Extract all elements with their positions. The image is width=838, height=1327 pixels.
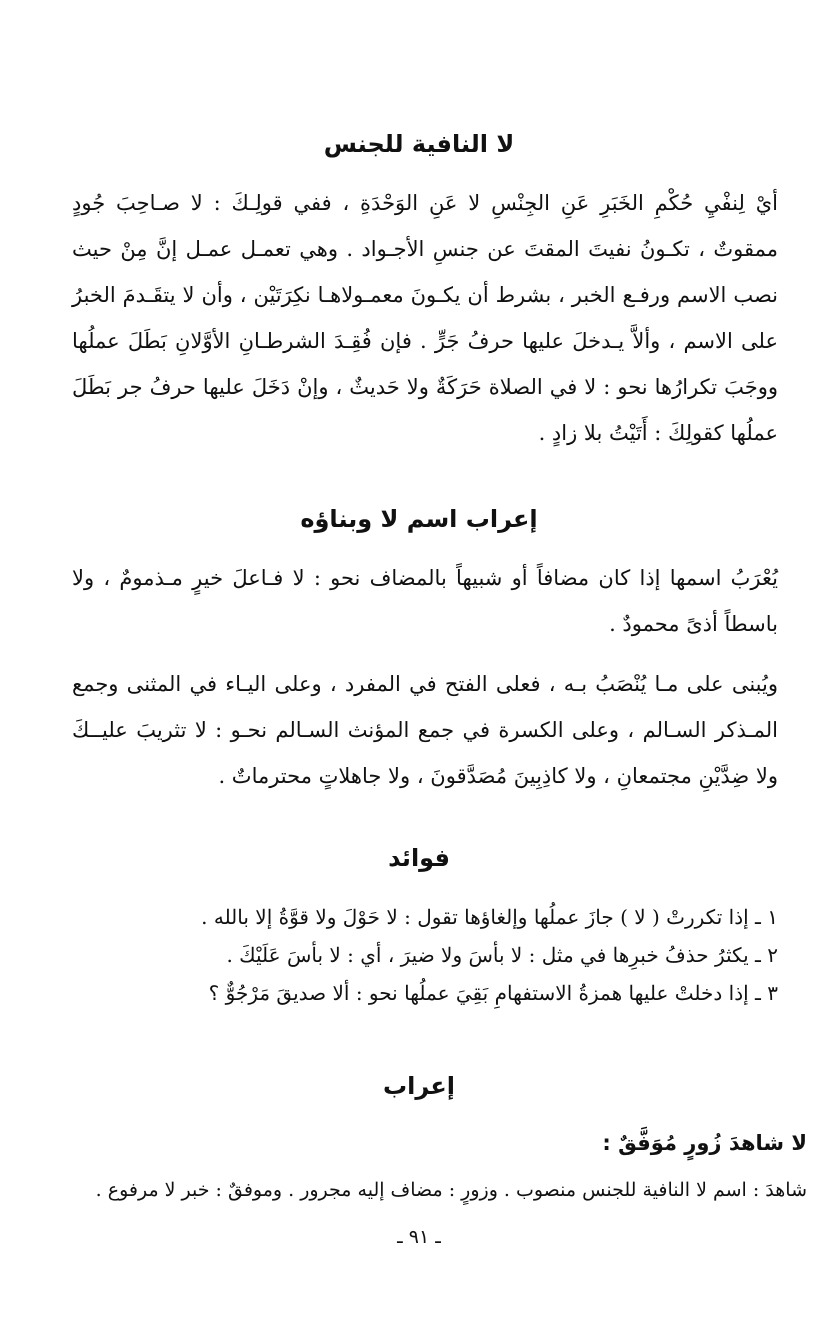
paragraph-bina: ويُبنى على مـا يُنْصَبُ بـه ، فعلى الفتح في المفرد ، وعلى اليـاء في المثنى وجمع المـذكر السـالم ، وعلى الكسرة في جمع المؤنث السـالم نحـو : لا تثريبَ عليــكَ ولا ضِدَّيْنِ مجتمعانِ ، ولا كاذِبِينَ مُصَدَّقونَ ، ولا جاهلاتٍ محترماتٌ . xyxy=(72,672,778,788)
section-title-la-nafiya: لا النافية للجنس xyxy=(323,130,515,158)
paragraph-irab: يُعْرَبُ اسمها إذا كان مضافاً أو شبيهاً بالمضاف نحو : لا فـاعلَ خيرٍ مـذمومٌ ، ولا باسطاً أذىً محمودٌ . xyxy=(72,566,778,636)
section-title-fawaid: فوائد xyxy=(388,844,450,872)
section-title-irab-ism-la: إعراب اسم لا وبناؤه xyxy=(300,505,538,533)
fawaid-list xyxy=(72,898,778,1012)
section-title-irab: إعراب xyxy=(383,1072,455,1100)
paragraph-definition: أيْ لِنفْيِ حُكْمِ الخَبَرِ عَنِ الجِنْسِ لا عَنِ الوَحْدَةِ ، ففي قولِـكَ : لا صـاحِبَ جُودٍ ممقوتٌ ، تكـونُ نفيتَ المقتَ عن جنسِ الأجـواد . وهي تعمـل عمـل إنَّ مِنْ حيث نصب الاسم ورفـع الخبر ، بشرط أن يكـونَ معمـولاهـا نكِرَتَيْن ، وأن لا يتقَـدمَ الخبرُ على الاسم ، وألاَّ يـدخلَ عليها حرفُ جَرٍّ . فإن فُقِـدَ الشرطـانِ الأوَّلانِ بَطَلَ عملُها ووجَبَ تكرارُها نحو : لا في الصلاة حَرَكَةٌ ولا حَديثٌ ، وإنْ دَخَلَ عليها حرفُ جر بَطَلَ عملُها كقولِكَ : أَتَيْتُ بلا زادٍ . xyxy=(72,191,778,445)
page-number: ـ ٩١ ـ xyxy=(397,1226,441,1248)
irab-example-sentence: لا شاهدَ زُورٍ مُوَفَّقٌ : xyxy=(602,1131,807,1155)
list-item: ١ ـ إذا تكررتْ ( لا ) جازَ عملُها وإلغاؤها تقول : لا حَوْلَ ولا قوَّةُ إلا بالله . xyxy=(201,905,778,929)
list-item: ٣ ـ إذا دخلتْ عليها همزةُ الاستفهامِ بَقِيَ عملُها نحو : ألا صديقَ مَرْجُوٌّ ؟ xyxy=(208,981,778,1005)
irab-analysis: شاهدَ : اسم لا النافية للجنس منصوب . وزورٍ : مضاف إليه مجرور . وموفقٌ : خبر لا مرفوع . xyxy=(95,1179,807,1201)
list-item: ٢ ـ يكثرُ حذفُ خبرِها في مثل : لا بأسَ ولا ضيرَ ، أي : لا بأسَ عَلَيْكَ . xyxy=(226,943,778,967)
